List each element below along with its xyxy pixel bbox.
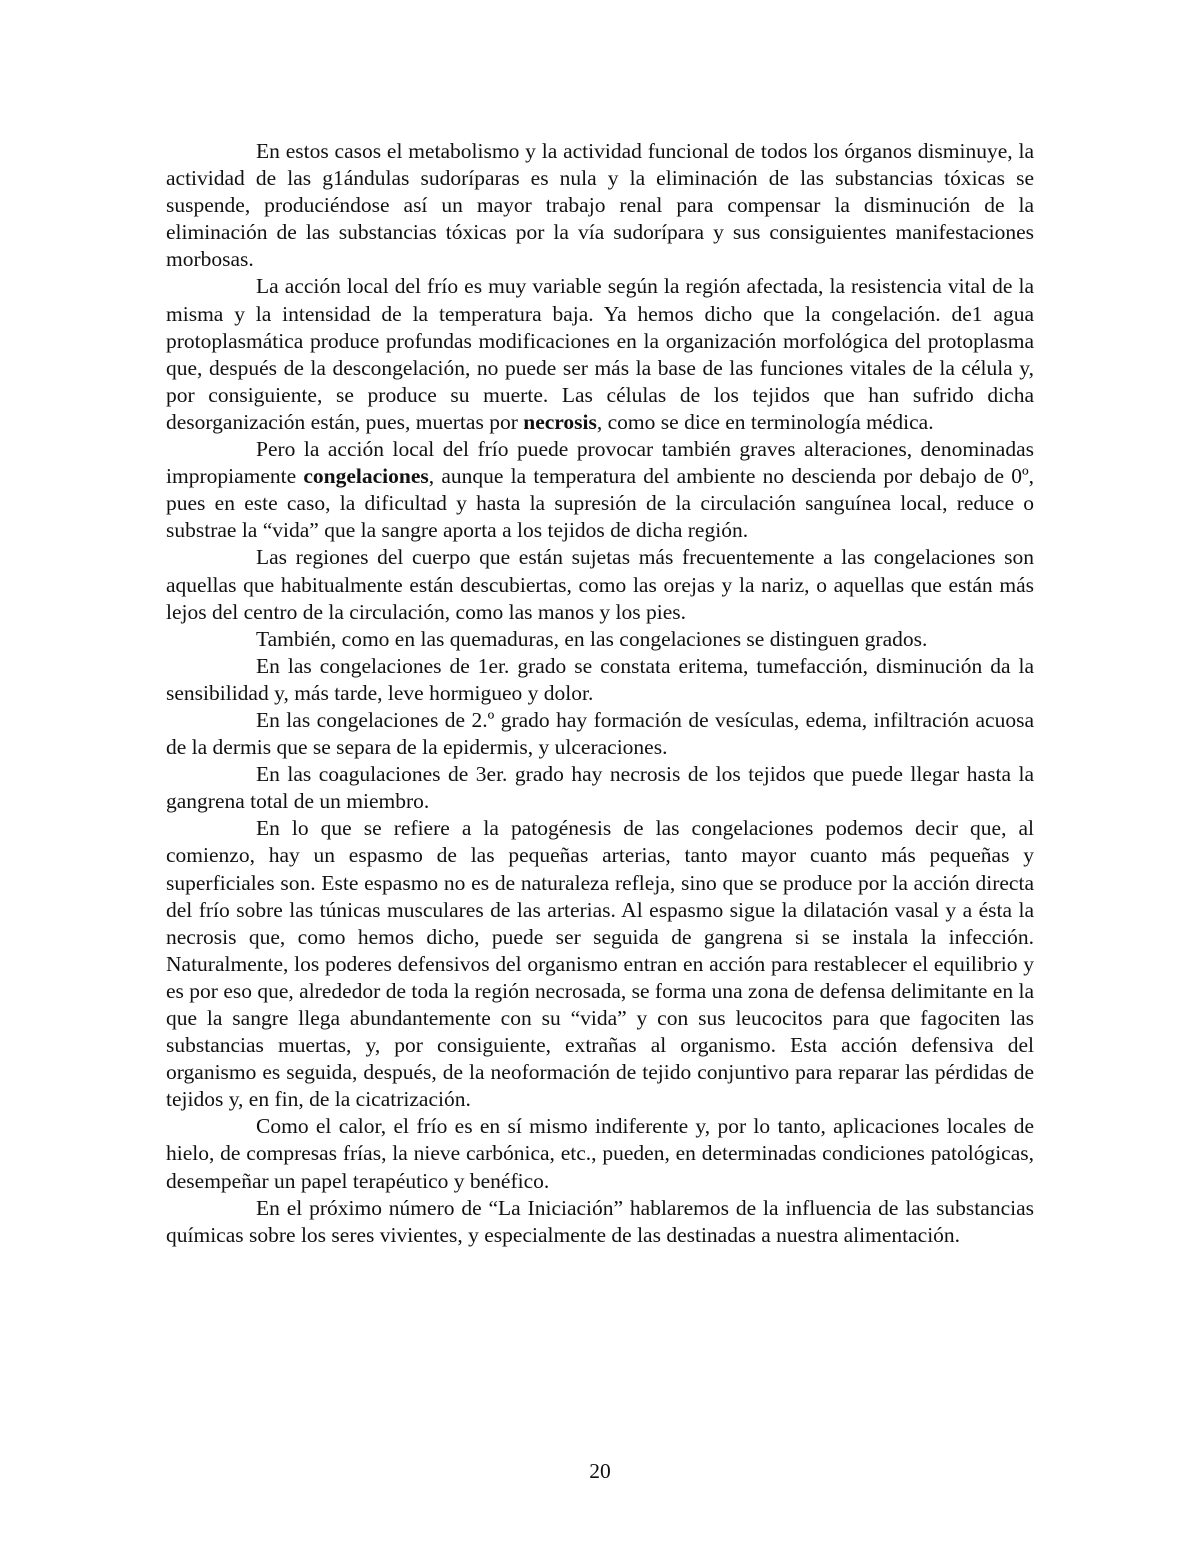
paragraph-pathogenesis xyxy=(166,815,1034,1113)
paragraph-grades-intro xyxy=(166,626,1034,653)
paragraph-text: Pero la acción local del frío puede provocar también graves alteraciones, denominadas impropiamente xyxy=(166,437,1034,489)
paragraph-text: Las regiones del cuerpo que están sujetas más frecuentemente a las congelaciones son aquellas que habitualmente están descubiertas, como las orejas y la nariz, o aquellas que están más lejos del centro de la circulación, como las manos y los pies. xyxy=(166,545,1034,624)
paragraph-therapeutic xyxy=(166,1113,1034,1194)
paragraph-metabolism xyxy=(166,138,1034,273)
paragraph-congelaciones xyxy=(166,436,1034,544)
paragraph-local-cold-action xyxy=(166,273,1034,436)
paragraph-text: En estos casos el metabolismo y la actividad funcional de todos los órganos disminuye, la actividad de las g1ándulas sudoríparas es nula y la eliminación de las substancias tóxicas se suspende, produciéndose así un mayor trabajo renal para compensar la disminución de la eliminación de las substancias tóxicas por la vía sudorípara y sus consiguientes manifestaciones morbosas. xyxy=(166,139,1034,272)
paragraph-first-grade xyxy=(166,653,1034,707)
paragraph-text: También, como en las quemaduras, en las congelaciones se distinguen grados. xyxy=(256,626,928,651)
paragraph-text: En las congelaciones de 2.º grado hay formación de vesículas, edema, infiltración acuosa de la dermis que se separa de la epidermis, y ulceraciones. xyxy=(166,707,1034,760)
paragraph-text: , como se dice en terminología médica. xyxy=(596,409,934,434)
term-necrosis: necrosis xyxy=(523,409,597,434)
paragraph-next-issue xyxy=(166,1195,1034,1249)
paragraph-text: , aunque la temperatura del ambiente no descienda por debajo de 0º, pues en este caso, la dificultad y hasta la supresión de la circulación sanguínea local, reduce o substrae la “vida” que la sangre aporta a los tejidos de dicha región. xyxy=(166,464,1035,543)
page-number: 20 xyxy=(589,1459,611,1483)
term-congelaciones: congelaciones xyxy=(303,464,429,489)
paragraph-text: En las congelaciones de 1er. grado se constata eritema, tumefacción, disminución da la sensibilidad y, más tarde, leve hormigueo y dolor. xyxy=(166,653,1034,705)
paragraph-text: En lo que se refiere a la patogénesis de las congelaciones podemos decir que, al comienzo, hay un espasmo de las pequeñas arterias, tanto mayor cuanto más pequeñas y superficiales son. Este espasmo no es de naturaleza refleja, sino que se produce por la acción directa del frío sobre las túnicas musculares de las arterias. Al espasmo sigue la dilatación vasal y a ésta la necrosis que, como hemos dicho, puede ser seguida de gangrena si se instala la infección. Naturalmente, los poderes defensivos del organismo entran en acción para restablecer el equilibrio y es por eso que, alrededor de toda la región necrosada, se forma una zona de defensa delimitante en la que la sangre llega abundantemente con su “vida” y con sus leucocitos para que fagociten las substancias muertas, y, por consiguiente, extrañas al organismo. Esta acción defensiva del organismo es seguida, después, de la neoformación de tejido conjuntivo para reparar las pérdidas de tejidos y, en fin, de la cicatrización. xyxy=(166,816,1034,1112)
paragraph-text: En las coagulaciones de 3er. grado hay necrosis de los tejidos que puede llegar hasta la gangrena total de un miembro. xyxy=(166,762,1034,814)
paragraph-text: Como el calor, el frío es en sí mismo indiferente y, por lo tanto, aplicaciones locales de hielo, de compresas frías, la nieve carbónica, etc., pueden, en determinadas condiciones patológicas, desempeñar un papel terapéutico y benéfico. xyxy=(166,1114,1034,1193)
paragraph-third-grade xyxy=(166,761,1034,815)
page-body xyxy=(166,138,1034,1249)
paragraph-second-grade xyxy=(166,707,1034,761)
paragraph-text: En el próximo número de “La Iniciación” hablaremos de la influencia de las substancias químicas sobre los seres vivientes, y especialmente de las destinadas a nuestra alimentación. xyxy=(166,1195,1034,1247)
paragraph-body-regions xyxy=(166,544,1034,625)
paragraph-text: La acción local del frío es muy variable según la región afectada, la resistencia vital de la misma y la intensidad de la temperatura baja. Ya hemos dicho que la congelación. de1 agua protoplasmática produce profundas modificaciones en la organización morfológica del protoplasma que, después de la descongelación, no puede ser más la base de las funciones vitales de la célula y, por consiguiente, se produce su muerte. Las células de los tejidos que han sufrido dicha desorganización están, pues, muertas por xyxy=(166,274,1034,434)
